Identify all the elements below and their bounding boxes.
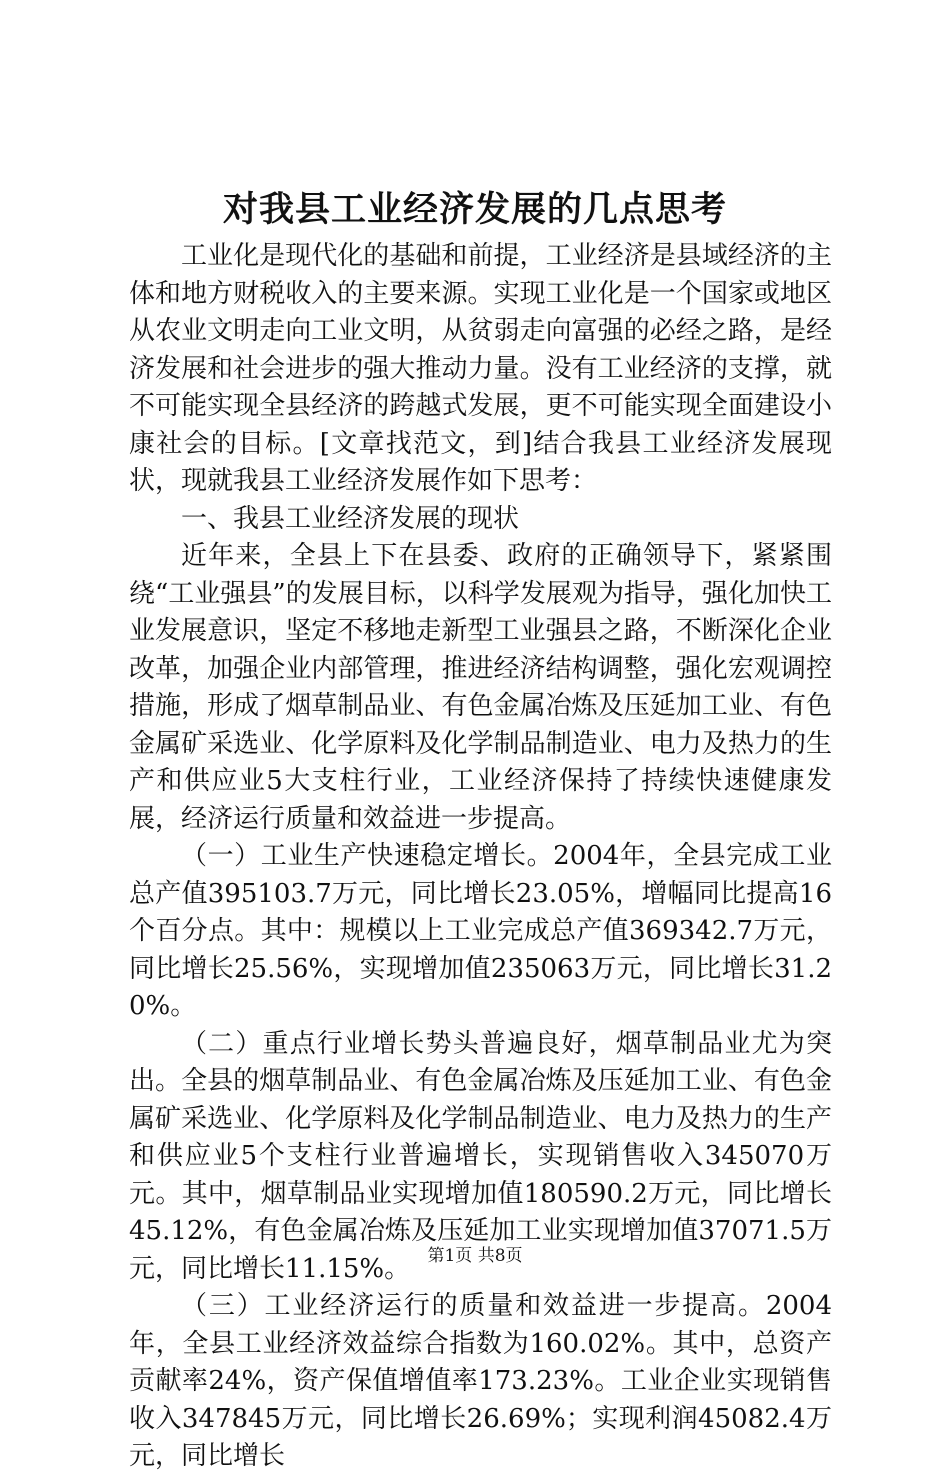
quality-efficiency-paragraph: （三）工业经济运行的质量和效益进一步提高。2004年，全县工业经济效益综合指数为160.02%。其中，总资产贡献率24%，资产保值增值率173.23%。工业企业实现销售收入347845万元，同比增长26.69%；实现利润45082.4万元，同比增长 [129, 1291, 832, 1471]
page-number: 第1页 共8页 [427, 1246, 523, 1266]
production-growth-paragraph: （一）工业生产快速稳定增长。2004年，全县完成工业总产值395103.7万元，同比增长23.05%，增幅同比提高16个百分点。其中：规模以上工业完成总产值369342.7万元，同比增长25.56%，实现增加值235063万元，同比增长31.20%。 [129, 841, 832, 1021]
key-industries-paragraph: （二）重点行业增长势头普遍良好，烟草制品业尤为突出。全县的烟草制品业、有色金属冶炼及压延加工业、有色金属矿采选业、化学原料及化学制品制造业、电力及热力的生产和供应业5个支柱行业普遍增长，实现销售收入345070万元。其中，烟草制品业实现增加值180590.2万元，同比增长45.12%，有色金属冶炼及压延加工业实现增加值37071.5万元，同比增长11.15%。 [129, 1028, 832, 1284]
document-title: 对我县工业经济发展的几点思考 [222, 189, 727, 230]
status-paragraph: 近年来，全县上下在县委、政府的正确领导下，紧紧围绕“工业强县”的发展目标，以科学发展观为指导，强化加快工业发展意识，坚定不移地走新型工业强县之路，不断深化企业改革，加强企业内部管理，推进经济结构调整，强化宏观调控措施，形成了烟草制品业、有色金属冶炼及压延加工业、有色金属矿采选业、化学原料及化学制品制造业、电力及热力的生产和供应业5大支柱行业，工业经济保持了持续快速健康发展，经济运行质量和效益进一步提高。 [129, 541, 832, 834]
document-body [129, 238, 832, 1476]
section-heading: 一、我县工业经济发展的现状 [181, 503, 520, 534]
intro-paragraph: 工业化是现代化的基础和前提，工业经济是县域经济的主体和地方财税收入的主要来源。实现工业化是一个国家或地区从农业文明走向工业文明，从贫弱走向富强的必经之路，是经济发展和社会进步的强大推动力量。没有工业经济的支撑，就不可能实现全县经济的跨越式发展，更不可能实现全面建设小康社会的目标。[文章找范文，到]结合我县工业经济发展现状，现就我县工业经济发展作如下思考： [129, 241, 832, 496]
